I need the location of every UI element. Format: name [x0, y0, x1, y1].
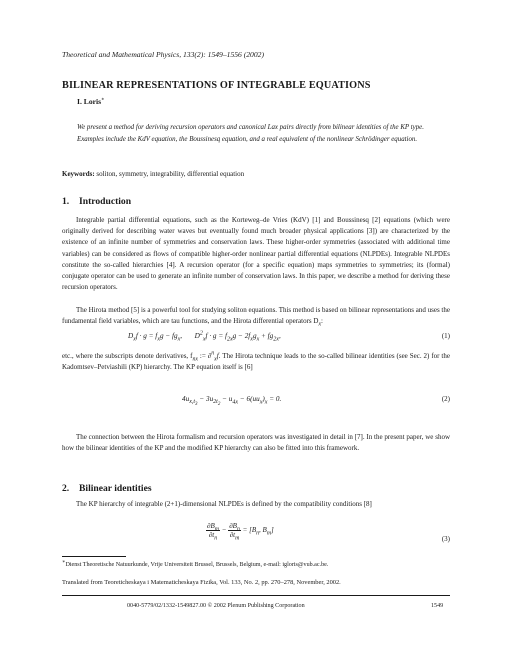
equation-number-2: (2): [441, 395, 450, 403]
page-number: 1549: [431, 603, 444, 609]
abstract: We present a method for deriving recursion operators and canonical Lax pairs directly from bilinear identities of the KP type. Examples include the KdV equation, the Boussinesq equation, and a real equivalent of the nonlinear Schrödinger equation.: [77, 124, 424, 143]
keywords-label: Keywords:: [62, 170, 95, 178]
bilinear-paragraph-1: The KP hierarchy of integrable (2+1)-dimensional NLPDEs is defined by the compatibility conditions [8]: [76, 500, 372, 508]
section-heading-introduction: [62, 196, 131, 207]
intro-paragraph-1: Integrable partial differential equations, such as the Korteweg–de Vries (KdV) [1] and Boussinesq [2] equations (which were originally derived for describing water waves but eventually found much broader physical applications [3]) are characterized by the existence of an infinite number of symmetries and conservation laws. These higher-order symmetries (associated with additional time variables) can be considered as flows of compatible higher-order nonlinear partial differential equations (NLPDEs). Integrable NLPDEs constitute the so-called hierarchies [4]. A recursion operator (for a specific equation) maps symmetries to symmetries; its (formal) conjugate operator can be used to generate an infinite number of conservation laws. In this paper, we describe a method for deriving these recursion operators.: [62, 216, 450, 292]
paper-title: BILINEAR REPRESENTATIONS OF INTEGRABLE EQUATIONS: [62, 80, 371, 91]
equation-3: $\frac{\partial B_m}{\partial t_n}$ − $\frac{\partial B_n}{\partial t_m}$ = [$B_n$, $B_m$]: [207, 522, 274, 542]
equation-number-1: (1): [441, 332, 450, 340]
author-footnote-mark: ∗: [101, 97, 105, 103]
intro-paragraph-2: The Hirota method [5] is a powerful tool for studying soliton equations. This method is based on bilinear representations and uses the fundamental field variables, which are tau functions, and the Hirota differential operators $D_x$:: [62, 306, 450, 328]
keywords-list: soliton, symmetry, integrability, differential equation: [96, 170, 245, 178]
section-title: Introduction: [79, 196, 132, 207]
keywords-line: [62, 170, 452, 178]
translation-note: Translated from Teoreticheskaya i Matematicheskaya Fizika, Vol. 133, No. 2, pp. 270–278, November, 2002.: [62, 579, 341, 586]
equation-2: $4u_{x,t_3} - 3u_{2t_2} - u_{4x} - 6(uu_x)_x = 0$.: [182, 395, 282, 408]
author-name: I. Loris: [77, 97, 102, 106]
section-number: 2.: [62, 483, 70, 494]
intro-paragraph-3: etc., where the subscripts denote derivatives, $f_{nx}$ := ∂$^n_x$f. The Hirota technique leads to the so-called bilinear identities (see Sec. 2) for the Kadomtsev–Petviashili (KP) hierarchy. The KP equation itself is [6]: [62, 350, 450, 372]
footnote-rule: [62, 556, 126, 557]
equation-1: $D_xf \cdot g = f_xg - fg_x$, $D^2_xf \cdot g = f_{2x}g - 2f_xg_x + fg_{2x}$,: [128, 330, 281, 343]
author-footnote: ∗Dienst Theoretische Natuurkunde, Vrije Universiteit Brussel, Brussels, Belgium, e-mail: igloris@vub.ac.be.: [62, 559, 329, 569]
section-heading-bilinear-identities: [62, 483, 152, 494]
author-line: [77, 97, 104, 106]
journal-citation: Theoretical and Mathematical Physics, 133(2): 1549–1556 (2002): [62, 50, 264, 59]
section-title: Bilinear identities: [79, 483, 152, 494]
copyright-line: 0040-5779/02/1332-1549827.00 © 2002 Plenum Publishing Corporation: [127, 603, 305, 609]
section-number: 1.: [62, 196, 70, 207]
equation-number-3: (3): [441, 535, 450, 543]
intro-paragraph-4: The connection between the Hirota formalism and recursion operators was investigated in detail in [7]. In the present paper, we show how the bilinear identities of the KP and the modified KP hierarchy can also be fitted into this framework.: [62, 433, 450, 453]
footer-rule: [62, 595, 450, 596]
